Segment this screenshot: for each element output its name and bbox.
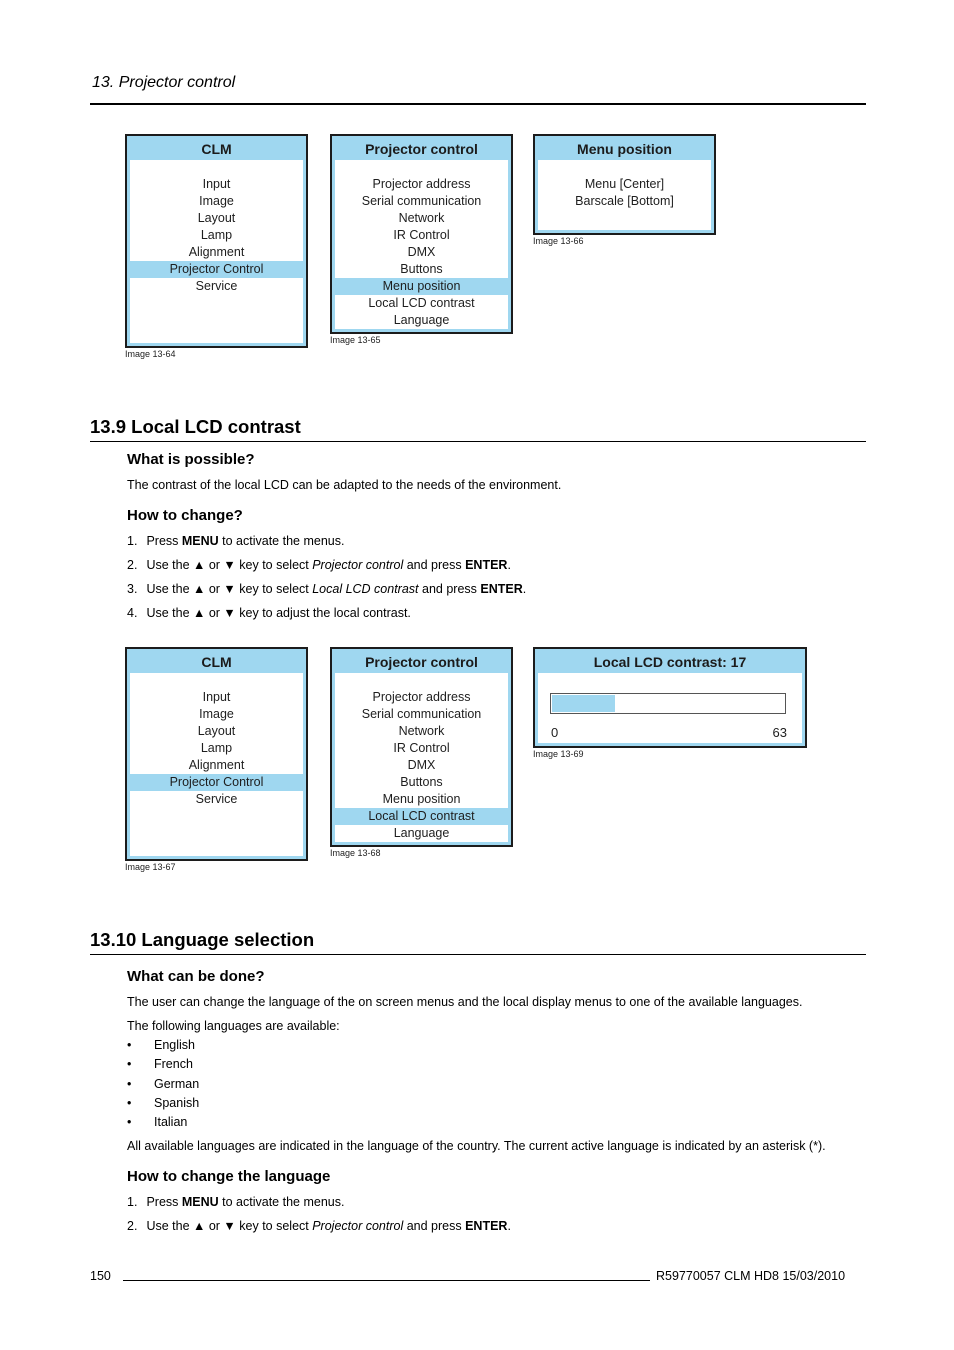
menu-item: Projector address [372,690,471,704]
menu-item: Lamp [200,228,233,242]
list-item: French [154,1057,193,1071]
list-item: English [154,1038,195,1052]
step-b2: ENTER [465,558,508,572]
menu-item: Projector Control [130,774,303,791]
bullet: • [127,1038,132,1052]
step-item [127,582,526,596]
menu-item: Local LCD contrast [368,296,475,310]
menu-item: Alignment [188,758,245,772]
step-post: and press [418,582,481,596]
menu-item: Input [202,177,231,191]
slider-max-label: 63 [772,725,787,740]
chapter-title: 13. Projector control [92,74,236,91]
step-num: 2. [127,1219,138,1233]
menu-item: Alignment [188,245,245,259]
document-info: R59770057 CLM HD8 15/03/2010 [656,1269,846,1283]
header-rule [90,103,866,105]
figure-caption: Image 13-64 [125,349,176,359]
step-end: . [522,582,527,596]
menu-title: Menu position [538,139,711,160]
menu-item: Local LCD contrast [335,808,508,825]
step-b2: ENTER [465,1219,508,1233]
step-it: Projector control [312,558,404,572]
step-it: Projector control [312,1219,404,1233]
menu-item: Projector Control [130,261,303,278]
figure-caption: Image 13-67 [125,862,176,872]
menu-title: Local LCD contrast: 17 [538,652,802,673]
menu-items [335,176,508,329]
contrast-panel [533,647,807,748]
menu-items [335,689,508,842]
step-pre: Press [146,534,182,548]
menu-item: Buttons [400,775,443,789]
page-number: 150 [90,1269,111,1283]
menu-item: IR Control [393,228,450,242]
menu-item: Service [195,279,238,293]
step-pre: Use the ▲ or ▼ key to select [146,582,313,596]
subheading: What is possible? [127,451,255,468]
menu-items [538,176,711,210]
menu-item: Service [195,792,238,806]
menu-item: Serial communication [361,194,482,208]
section-heading: 13.9 Local LCD contrast [90,416,301,437]
list-item: Spanish [154,1096,200,1110]
menu-item: Menu position [335,278,508,295]
paragraph: All available languages are indicated in the language of the country. The current active language is indicated by an asterisk (*). [127,1139,826,1153]
figure-caption: Image 13-66 [533,236,584,246]
footer-rule [123,1280,650,1281]
step-item [127,1195,344,1209]
section-heading: 13.10 Language selection [90,929,315,950]
step-pre: Press [146,1195,182,1209]
menu-title: CLM [130,652,303,673]
bullet: • [127,1096,132,1110]
menu-item: Layout [197,724,236,738]
bullet: • [127,1077,132,1091]
menu-item: Language [393,313,450,327]
menu-item: Lamp [200,741,233,755]
figure-caption: Image 13-65 [330,335,381,345]
step-item [127,534,344,548]
bullet: • [127,1057,132,1071]
projector-control-menu-panel [330,647,513,847]
paragraph: The contrast of the local LCD can be adapted to the needs of the environment. [127,478,562,492]
step-pre: Use the ▲ or ▼ key to select [146,558,313,572]
step-end: . [507,558,511,572]
figure-caption: Image 13-69 [533,749,584,759]
step-item [127,606,411,620]
menu-items [130,689,303,808]
menu-item: Image [199,707,234,721]
clm-menu-panel [125,647,308,861]
menu-title: Projector control [335,139,508,160]
menu-item: Network [398,724,445,738]
paragraph: The following languages are available: [127,1019,340,1033]
section-rule [90,954,866,955]
step-item [127,1219,511,1233]
subheading: How to change? [127,507,243,524]
slider-fill [552,695,615,712]
figure-caption: Image 13-68 [330,848,381,858]
clm-menu-panel [125,134,308,348]
menu-item: Serial communication [361,707,482,721]
subheading: How to change the language [127,1168,331,1185]
projector-control-menu-panel [330,134,513,334]
step-pre: Use the ▲ or ▼ key to adjust the local contrast. [146,606,411,620]
menu-item: DMX [407,758,436,772]
menu-item: IR Control [393,741,450,755]
step-num: 3. [127,582,138,596]
slider-min-label: 0 [551,725,559,740]
menu-item: Menu position [382,792,461,806]
menu-items [130,176,303,295]
step-mid: to activate the menus. [218,534,345,548]
menu-item: Network [398,211,445,225]
menu-position-panel [533,134,716,235]
step-end: . [507,1219,511,1233]
step-item [127,558,511,572]
menu-item: Language [393,826,450,840]
subheading: What can be done? [127,968,265,985]
step-b1: MENU [181,534,219,548]
paragraph: The user can change the language of the on screen menus and the local display menus to one of the available languages. [127,995,803,1009]
step-pre: Use the ▲ or ▼ key to select [146,1219,313,1233]
step-post: and press [403,558,466,572]
step-num: 4. [127,606,138,620]
menu-item: Projector address [372,177,471,191]
menu-item: Buttons [400,262,443,276]
step-num: 2. [127,558,138,572]
menu-item: Menu [Center] [584,177,665,191]
list-item: German [154,1077,200,1091]
step-b2: ENTER [480,582,523,596]
bullet: • [127,1115,132,1129]
section-rule [90,441,866,442]
step-mid: to activate the menus. [218,1195,345,1209]
step-post: and press [403,1219,466,1233]
menu-item: Image [199,194,234,208]
step-num: 1. [127,534,138,548]
menu-item: Barscale [Bottom] [575,194,674,208]
step-it: Local LCD contrast [312,582,419,596]
menu-item: Layout [197,211,236,225]
step-b1: MENU [181,1195,219,1209]
menu-title: Projector control [335,652,508,673]
menu-item: DMX [407,245,436,259]
menu-title: CLM [130,139,303,160]
menu-item: Input [202,690,231,704]
list-item: Italian [154,1115,188,1129]
contrast-slider [550,693,786,714]
step-num: 1. [127,1195,138,1209]
